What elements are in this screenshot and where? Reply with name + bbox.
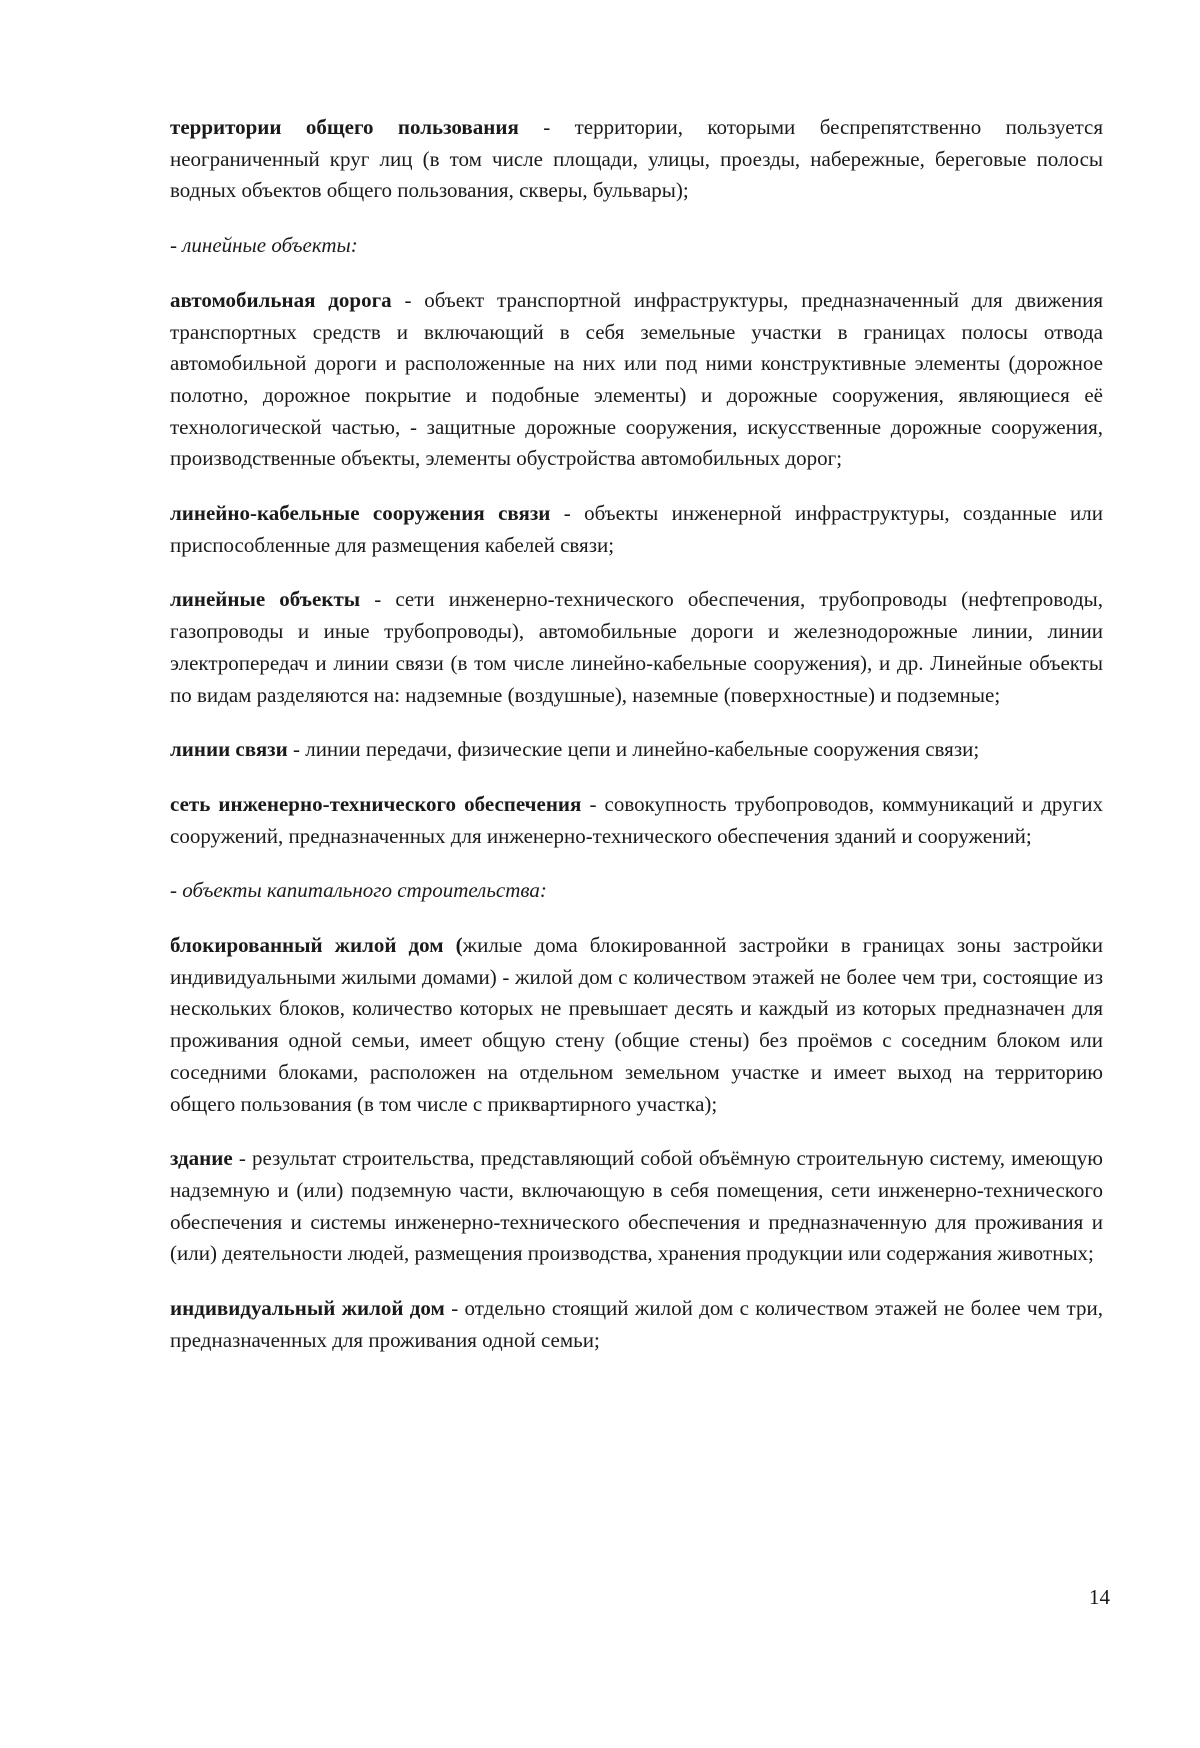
definition-text: - совокупность трубопроводов, коммуникаций и других сооружений, предназначенных для инженерно-технического обеспечения зданий и сооружений; (170, 791, 1103, 848)
definition-text: - линии передачи, физические цепи и линейно-кабельные сооружения связи; (287, 737, 980, 762)
definition-term: линии связи (170, 737, 288, 762)
definition-term: автомобильная дорога (170, 287, 392, 312)
definition-paragraph (170, 498, 1103, 561)
definition-paragraph (170, 112, 1103, 207)
definition-term: здание (170, 1146, 233, 1171)
section-heading: - объекты капитального строительства: (170, 878, 547, 903)
definition-text: - объекты инженерной инфраструктуры, созданные или приспособленные для размещения кабелей связи; (170, 501, 1103, 557)
definition-paragraph (170, 1293, 1103, 1356)
definition-paragraph (170, 1143, 1103, 1270)
document-page (170, 112, 1103, 1380)
definition-text: - объект транспортной инфраструктуры, предназначенный для движения транспортных средств и включающий в себя земельные участки в границах полосы отвода автомобильной дороги и расположенные на них или под ними конструктивные элементы (дорожное полотно, дорожное покрытие и подобные элементы) и дорожные сооружения, являющиеся её технологической частью, - защитные дорожные сооружения, искусственные дорожные сооружения, производственные объекты, элементы обустройства автомобильных дорог; (170, 287, 1103, 471)
page-number: 14 (1089, 1585, 1110, 1609)
definition-text: - территории, которыми беспрепятственно пользуется неограниченный круг лиц (в том числе площади, улицы, проезды, набережные, береговые полосы водных объектов общего пользования, скверы, бульвары); (170, 115, 1103, 203)
definition-paragraph (170, 584, 1103, 711)
definition-term: индивидуальный жилой дом (170, 1296, 445, 1321)
definition-paragraph (170, 734, 1103, 766)
definition-term: сеть инженерно-технического обеспечения (170, 791, 582, 816)
definition-text: жилые дома блокированной застройки в границах зоны застройки индивидуальными жилыми домами) - жилой дом с количеством этажей не более чем три, состоящие из нескольких блоков, количество которых не превышает десять и каждый из которых предназначен для проживания одной семьи, имеет общую стену (общие стены) без проёмов с соседним блоком или соседними блоками, расположен на отдельном земельном участке и имеет выход на территорию общего пользования (в том числе с приквартирного участка); (170, 933, 1103, 1116)
section-heading: - линейные объекты: (170, 233, 358, 258)
definition-paragraph (170, 789, 1103, 852)
definition-term: блокированный жилой дом ( (170, 933, 463, 958)
definition-paragraph (170, 285, 1103, 475)
definition-paragraph (170, 930, 1103, 1120)
definition-term: линейные объекты (170, 587, 361, 612)
definition-term: линейно-кабельные сооружения связи (170, 501, 551, 526)
definition-text: - отдельно стоящий жилой дом с количеством этажей не более чем три, предназначенных для проживания одной семьи; (170, 1296, 1103, 1352)
definition-text: - сети инженерно-технического обеспечения, трубопроводы (нефтепроводы, газопроводы и иные трубопроводы), автомобильные дороги и железнодорожные линии, линии электропередач и линии связи (в том числе линейно-кабельные сооружения), и др. Линейные объекты по видам разделяются на: надземные (воздушные), наземные (поверхностные) и подземные; (170, 587, 1104, 707)
definition-text: - результат строительства, представляющий собой объёмную строительную систему, имеющую надземную и (или) подземную части, включающую в себя помещения, сети инженерно-технического обеспечения и системы инженерно-технического обеспечения и предназначенную для проживания и (или) деятельности людей, размещения производства, хранения продукции или содержания животных; (170, 1146, 1103, 1266)
definition-term: территории общего пользования (170, 115, 519, 139)
